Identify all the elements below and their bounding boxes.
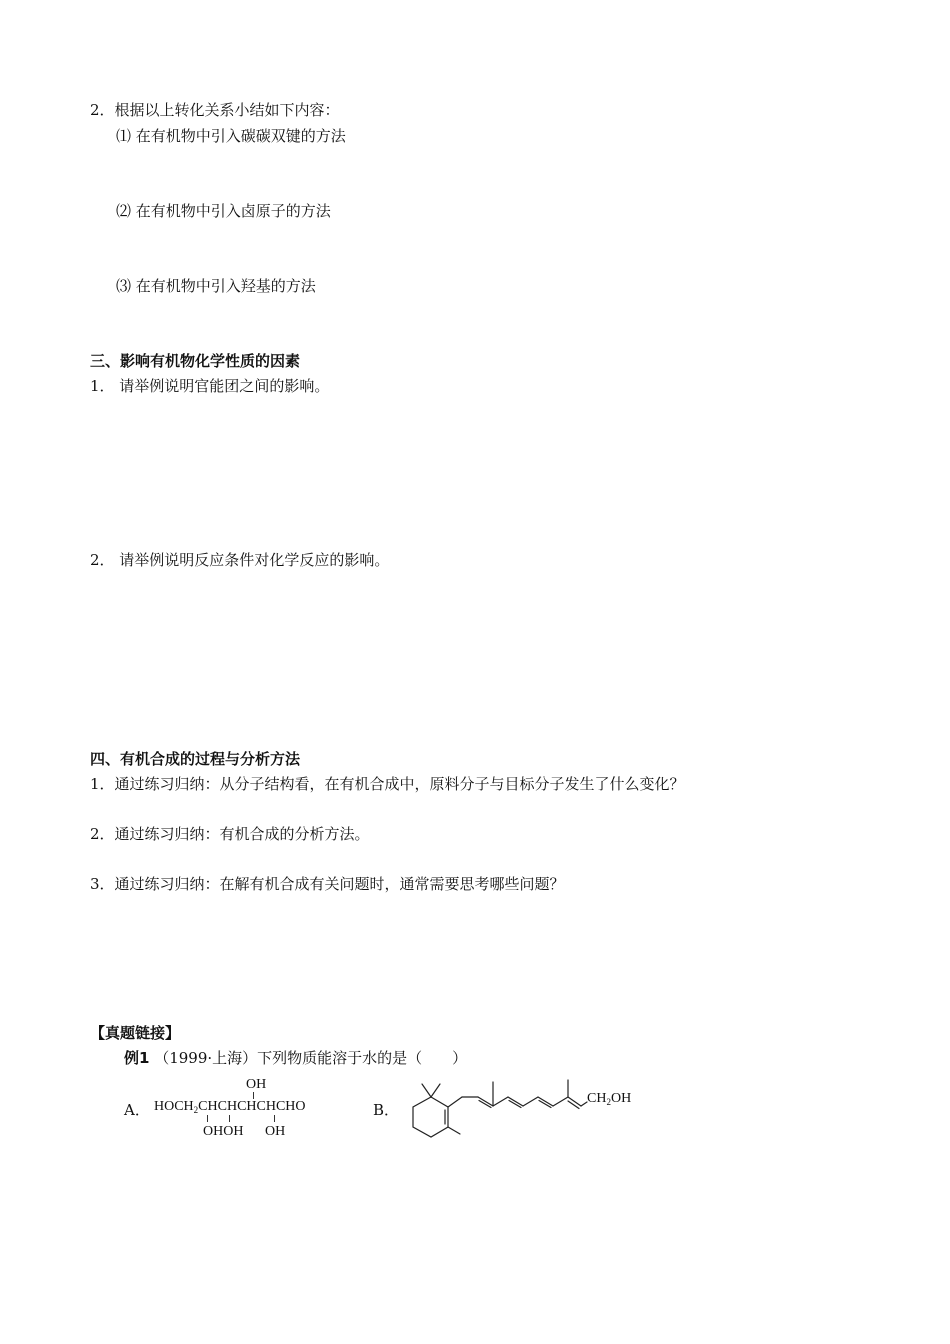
real-questions-heading: 【真题链接】 (90, 1024, 181, 1042)
option-a-formula: $HOCH_2CHCHCHCHCHO$ (154, 1099, 306, 1115)
example-1-label: 例1 (124, 1049, 150, 1067)
subitem-halogen-methods: ⑵ 在有机物中引入卤原子的方法 (116, 202, 331, 220)
subitem-double-bond-methods: ⑴ 在有机物中引入碳碳双键的方法 (116, 127, 346, 145)
option-a-bond-top (253, 1092, 254, 1099)
section-3-item-1: 1． 请举例说明官能团之间的影响。 (90, 377, 330, 395)
option-a-label: A． (124, 1101, 150, 1119)
section-3-item-2: 2． 请举例说明反应条件对化学反应的影响。 (90, 551, 390, 569)
section-3-heading: 三、影响有机物化学性质的因素 (90, 352, 301, 370)
example-1 (124, 1048, 467, 1068)
option-a-bond-bottom-3 (274, 1115, 275, 1122)
subitem-hydroxyl-methods: ⑶ 在有机物中引入羟基的方法 (116, 277, 316, 295)
section-4-item-1: 1．通过练习归纳：从分子结构看，在有机合成中，原料分子与目标分子发生了什么变化？ (90, 775, 685, 793)
option-a-bottom-oh-pair: OHOH (203, 1124, 244, 1139)
section-4-item-3: 3．通过练习归纳：在解有机合成有关问题时，通常需要思考哪些问题？ (90, 875, 565, 893)
option-b-retinol-structure (405, 1073, 595, 1143)
option-a-top-oh: OH (246, 1077, 267, 1092)
option-a-bottom-oh: OH (265, 1124, 286, 1139)
item-2-summary: 2．根据以上转化关系小结如下内容： (90, 101, 340, 119)
option-b-end-group: $CH_2OH$ (587, 1091, 632, 1107)
example-1-text: （1999·上海）下列物质能溶于水的是（ ） (154, 1049, 468, 1067)
section-4-item-2: 2．通过练习归纳：有机合成的分析方法。 (90, 825, 370, 843)
option-a-bond-bottom-2 (229, 1115, 230, 1122)
option-b-label: B． (373, 1101, 400, 1119)
option-a-bond-bottom-1 (207, 1115, 208, 1122)
section-4-heading: 四、有机合成的过程与分析方法 (90, 750, 301, 768)
